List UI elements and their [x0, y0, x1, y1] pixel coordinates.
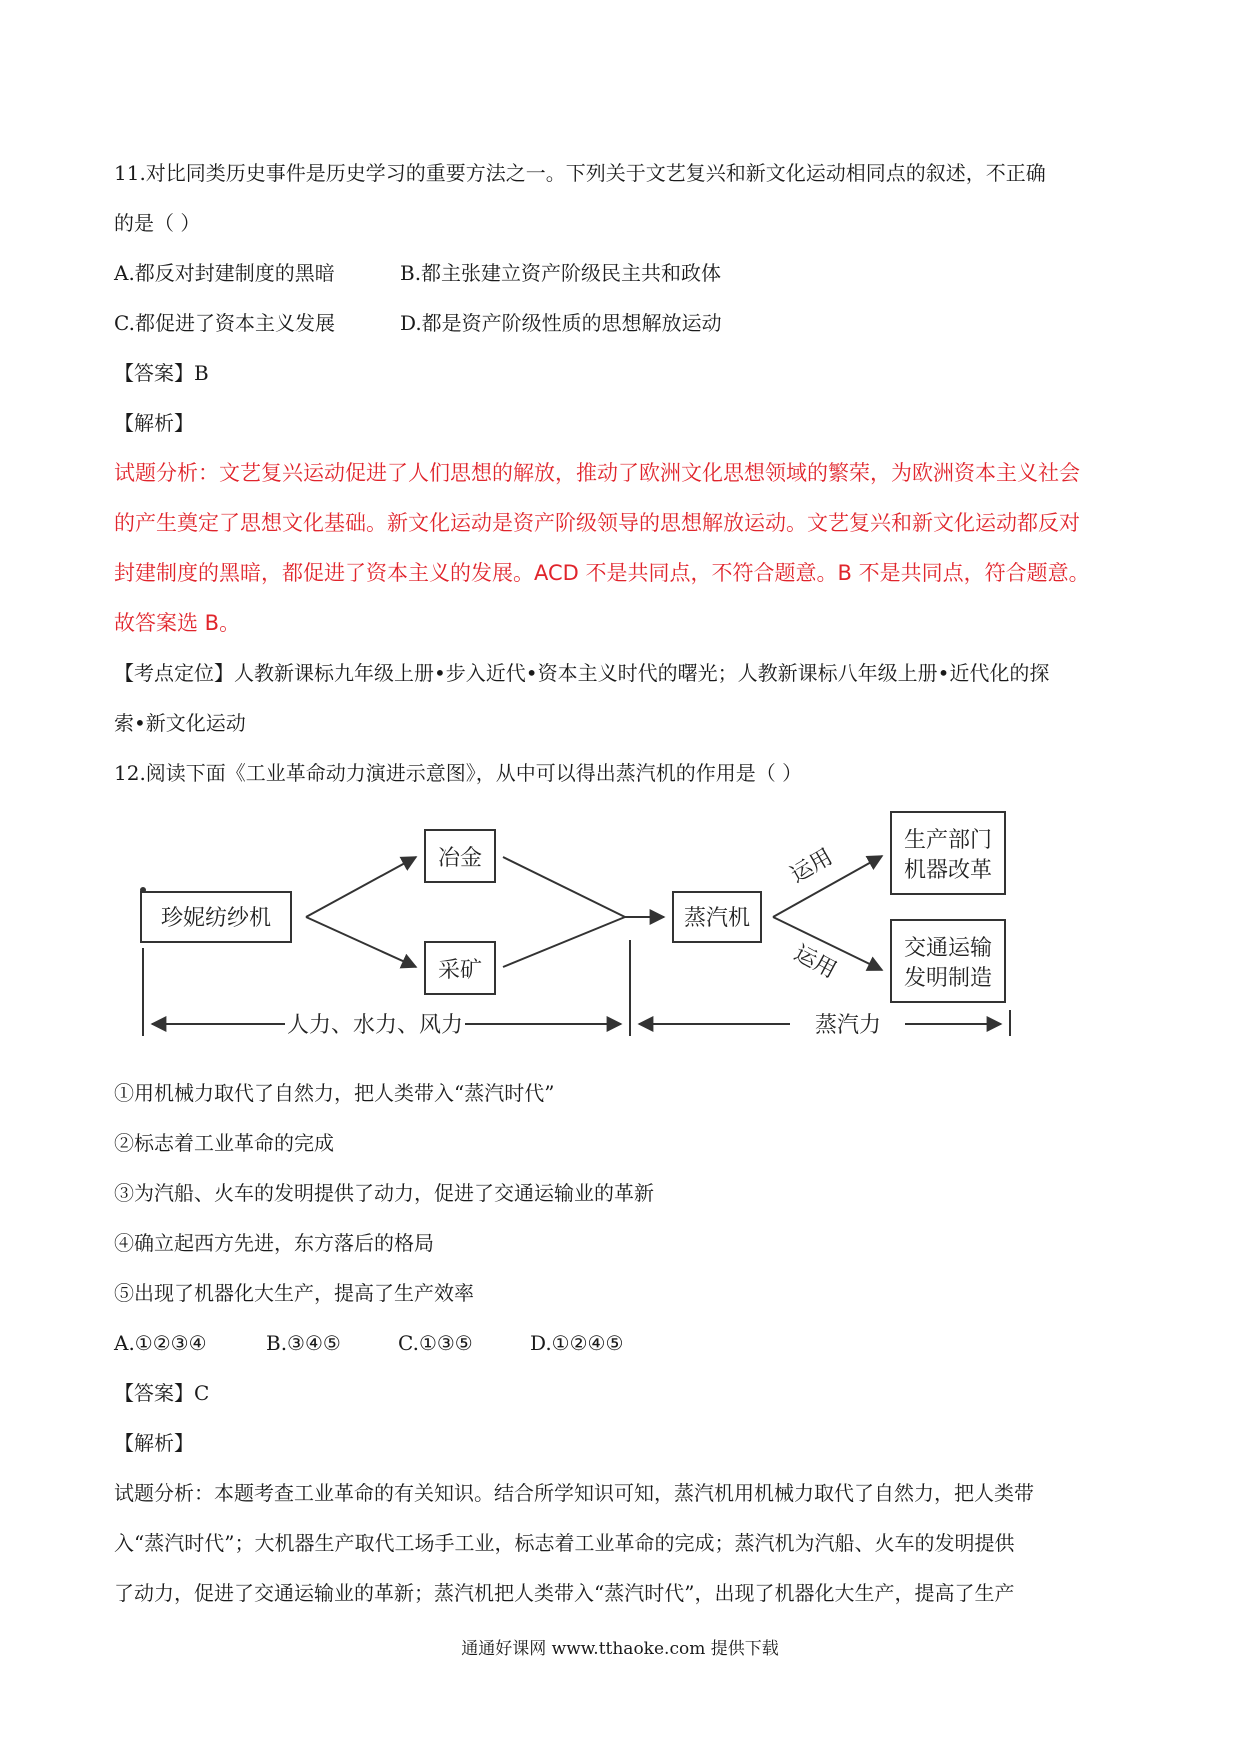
- q12-analysis-line: 试题分析：本题考查工业革命的有关知识。结合所学知识可知，蒸汽机用机械力取代了自然力，把人类带: [114, 1481, 1034, 1505]
- page-footer: 通通好课网 www.tthaoke.com 提供下载: [461, 1639, 779, 1659]
- q11-analysis-line: 试题分析：文艺复兴运动促进了人们思想的解放，推动了欧洲文化思想领域的繁荣，为欧洲资本主义社会: [114, 461, 1080, 485]
- label-jenny: 珍妮纺纱机: [160, 906, 272, 931]
- arrow-jenny-metallurgy: [306, 857, 416, 917]
- label-production-1: 生产部门: [903, 828, 993, 853]
- label-production-2: 机器改革: [903, 858, 993, 883]
- q11-kaodian-line: 【考点定位】人教新课标九年级上册•步入近代•资本主义时代的曙光；人教新课标八年级上册•近代化的探: [114, 661, 1050, 685]
- q12-stem: 12.阅读下面《工业革命动力演进示意图》，从中可以得出蒸汽机的作用是（ ）: [114, 761, 803, 785]
- q12-option-b: B.③④⑤: [266, 1331, 341, 1355]
- q12-option-d: D.①②④⑤: [530, 1331, 624, 1355]
- line-metallurgy-join: [503, 857, 625, 917]
- label-metallurgy: 冶金: [437, 846, 483, 871]
- q12-analysis-line: 入“蒸汽时代”；大机器生产取代工场手工业，标志着工业革命的完成；蒸汽机为汽船、火车的发明提供: [114, 1531, 1015, 1555]
- label-yunyong-top: 运用: [786, 844, 838, 889]
- q12-item: ①用机械力取代了自然力，把人类带入“蒸汽时代”: [114, 1081, 555, 1105]
- label-transport-1: 交通运输: [903, 936, 993, 961]
- q11-analysis-line: 封建制度的黑暗，都促进了资本主义的发展。ACD 不是共同点，不符合题意。B 不是共同点，符合题意。: [114, 561, 1090, 585]
- q11-option-a: A.都反对封建制度的黑暗: [114, 261, 335, 285]
- q11-option-b: B.都主张建立资产阶级民主共和政体: [400, 261, 722, 285]
- label-yunyong-bottom: 运用: [789, 940, 841, 984]
- q12-analysis-label: 【解析】: [114, 1431, 194, 1455]
- q11-kaodian-line: 索•新文化运动: [114, 711, 246, 735]
- label-power-right: 蒸汽力: [814, 1013, 882, 1038]
- q12-item: ②标志着工业革命的完成: [114, 1131, 334, 1155]
- q11-analysis-label: 【解析】: [114, 411, 194, 435]
- q11-analysis-line: 故答案选 B。: [114, 611, 241, 635]
- line-mining-join: [503, 917, 625, 967]
- q12-analysis-line: 了动力，促进了交通运输业的革新；蒸汽机把人类带入“蒸汽时代”，出现了机器化大生产，提高了生产: [114, 1581, 1015, 1605]
- q11-option-c: C.都促进了资本主义发展: [114, 311, 335, 335]
- q12-item: ⑤出现了机器化大生产，提高了生产效率: [114, 1281, 474, 1305]
- q12-item: ③为汽船、火车的发明提供了动力，促进了交通运输业的革新: [114, 1181, 654, 1205]
- label-steam-engine: 蒸汽机: [683, 906, 751, 931]
- q12-item: ④确立起西方先进，东方落后的格局: [114, 1231, 434, 1255]
- q11-stem-line2: 的是（ ）: [114, 211, 201, 235]
- label-power-left: 人力、水力、风力: [286, 1013, 464, 1038]
- q11-analysis-line: 的产生奠定了思想文化基础。新文化运动是资产阶级领导的思想解放运动。文艺复兴和新文化运动都反对: [114, 511, 1080, 535]
- arrow-jenny-mining: [306, 917, 416, 967]
- q11-option-d: D.都是资产阶级性质的思想解放运动: [400, 311, 722, 335]
- label-mining: 采矿: [437, 958, 483, 983]
- q12-answer: 【答案】C: [114, 1381, 210, 1405]
- label-transport-2: 发明制造: [903, 966, 993, 991]
- timeline-dot: [140, 887, 146, 893]
- q11-answer: 【答案】B: [114, 361, 209, 385]
- q11-stem-line1: 11.对比同类历史事件是历史学习的重要方法之一。下列关于文艺复兴和新文化运动相同点的叙述，不正确: [114, 161, 1046, 185]
- q12-option-c: C.①③⑤: [398, 1331, 473, 1355]
- q12-option-a: A.①②③④: [114, 1331, 207, 1355]
